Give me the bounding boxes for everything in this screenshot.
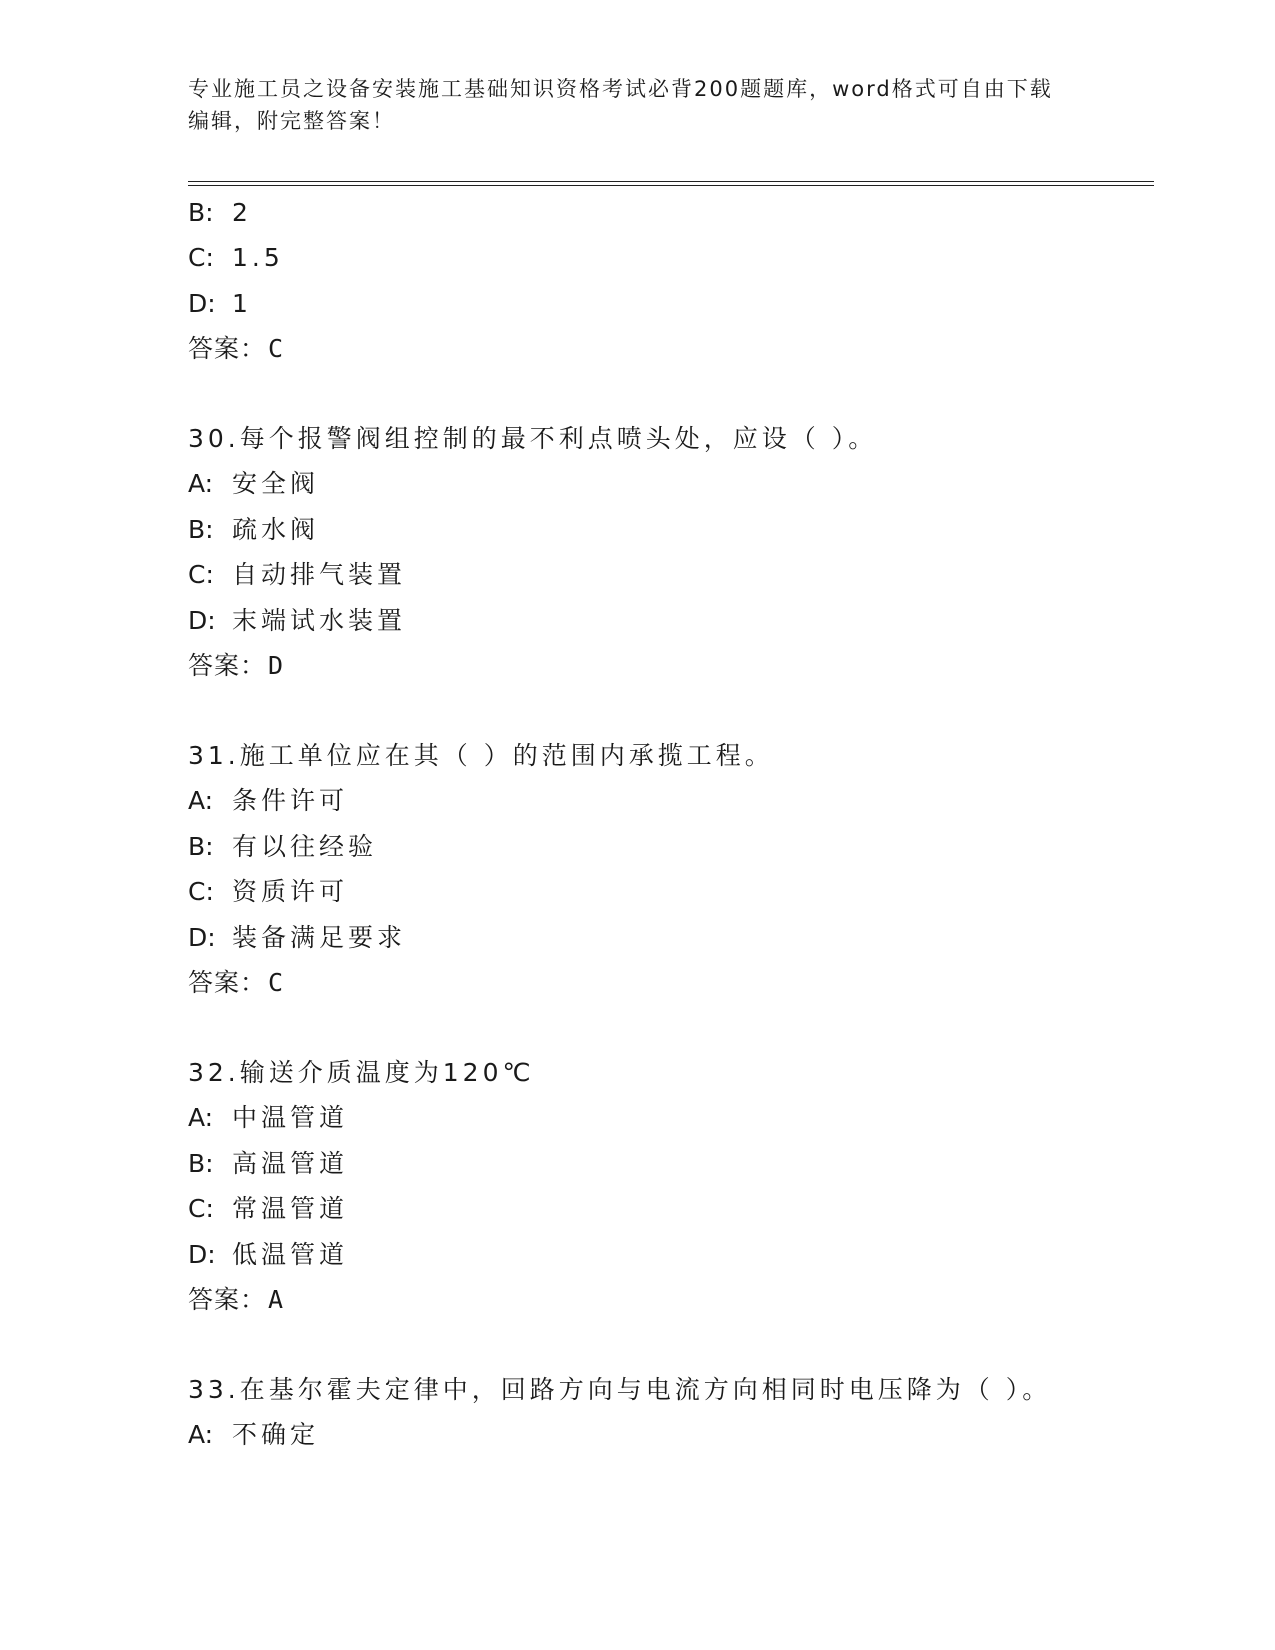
- option-letter: D:: [188, 1240, 216, 1269]
- question-stem-32: 32.输送介质温度为120℃: [188, 1058, 535, 1087]
- option-letter: B:: [188, 1149, 214, 1178]
- option-text: 条件许可: [232, 786, 349, 815]
- option-text: 安全阀: [232, 469, 320, 498]
- answer-q32: [188, 1283, 284, 1317]
- option-letter: A:: [188, 786, 214, 815]
- option-letter: C:: [188, 560, 214, 589]
- option-text: 装备满足要求: [232, 923, 407, 952]
- option-letter: C:: [188, 877, 214, 906]
- answer-value: C: [268, 968, 285, 997]
- option-q29-d: [188, 287, 252, 321]
- option-letter: A:: [188, 1103, 214, 1132]
- document-header: 专业施工员之设备安装施工基础知识资格考试必背200题题库，word格式可自由下载编辑，附完整答案！: [188, 77, 1053, 133]
- question-stem-33: 33.在基尔霍夫定律中，回路方向与电流方向相同时电压降为（ ）。: [188, 1375, 1052, 1404]
- answer-label: 答案：: [188, 334, 267, 363]
- answer-value: D: [268, 651, 285, 680]
- option-letter: B:: [188, 198, 214, 227]
- option-letter: D:: [188, 923, 216, 952]
- option-q31-b: [188, 830, 377, 864]
- option-letter: A:: [188, 1420, 214, 1449]
- option-text: 资质许可: [232, 877, 349, 906]
- option-q31-a: [188, 784, 348, 818]
- header-rule-top: [188, 181, 1154, 182]
- option-text: 低温管道: [232, 1240, 349, 1269]
- option-letter: A:: [188, 469, 214, 498]
- header-rule-bottom: [188, 185, 1154, 186]
- option-q31-c: [188, 875, 348, 909]
- option-q29-c: [188, 241, 284, 275]
- option-text: 1: [232, 289, 252, 318]
- answer-q31: [188, 966, 284, 1000]
- option-q30-b: [188, 513, 319, 547]
- option-text: 自动排气装置: [232, 560, 407, 589]
- option-q32-b: [188, 1147, 348, 1181]
- question-stem-30: 30.每个报警阀组控制的最不利点喷头处，应设（ ）。: [188, 424, 878, 453]
- option-text: 常温管道: [232, 1194, 349, 1223]
- answer-q29: [188, 332, 284, 366]
- option-letter: D:: [188, 606, 216, 635]
- option-q30-a: [188, 467, 319, 501]
- option-letter: C:: [188, 243, 214, 272]
- option-text: 1.5: [232, 243, 284, 272]
- option-text: 不确定: [232, 1420, 320, 1449]
- answer-value: C: [268, 334, 285, 363]
- answer-value: A: [268, 1285, 285, 1314]
- answer-q30: [188, 649, 284, 683]
- option-letter: B:: [188, 515, 214, 544]
- option-text: 有以往经验: [232, 832, 378, 861]
- option-q33-a: [188, 1418, 319, 1452]
- option-q29-b: [188, 196, 252, 230]
- answer-label: 答案：: [188, 651, 267, 680]
- option-q32-c: [188, 1192, 348, 1226]
- option-q30-d: [188, 604, 406, 638]
- option-q31-d: [188, 921, 406, 955]
- option-text: 疏水阀: [232, 515, 320, 544]
- option-text: 高温管道: [232, 1149, 349, 1178]
- answer-label: 答案：: [188, 968, 267, 997]
- option-q32-a: [188, 1101, 348, 1135]
- answer-label: 答案：: [188, 1285, 267, 1314]
- option-letter: D:: [188, 289, 216, 318]
- option-letter: B:: [188, 832, 214, 861]
- option-letter: C:: [188, 1194, 214, 1223]
- option-text: 2: [232, 198, 252, 227]
- option-text: 中温管道: [232, 1103, 349, 1132]
- question-stem-31: 31.施工单位应在其（ ）的范围内承揽工程。: [188, 741, 774, 770]
- option-q30-c: [188, 558, 406, 592]
- option-q32-d: [188, 1238, 348, 1272]
- option-text: 末端试水装置: [232, 606, 407, 635]
